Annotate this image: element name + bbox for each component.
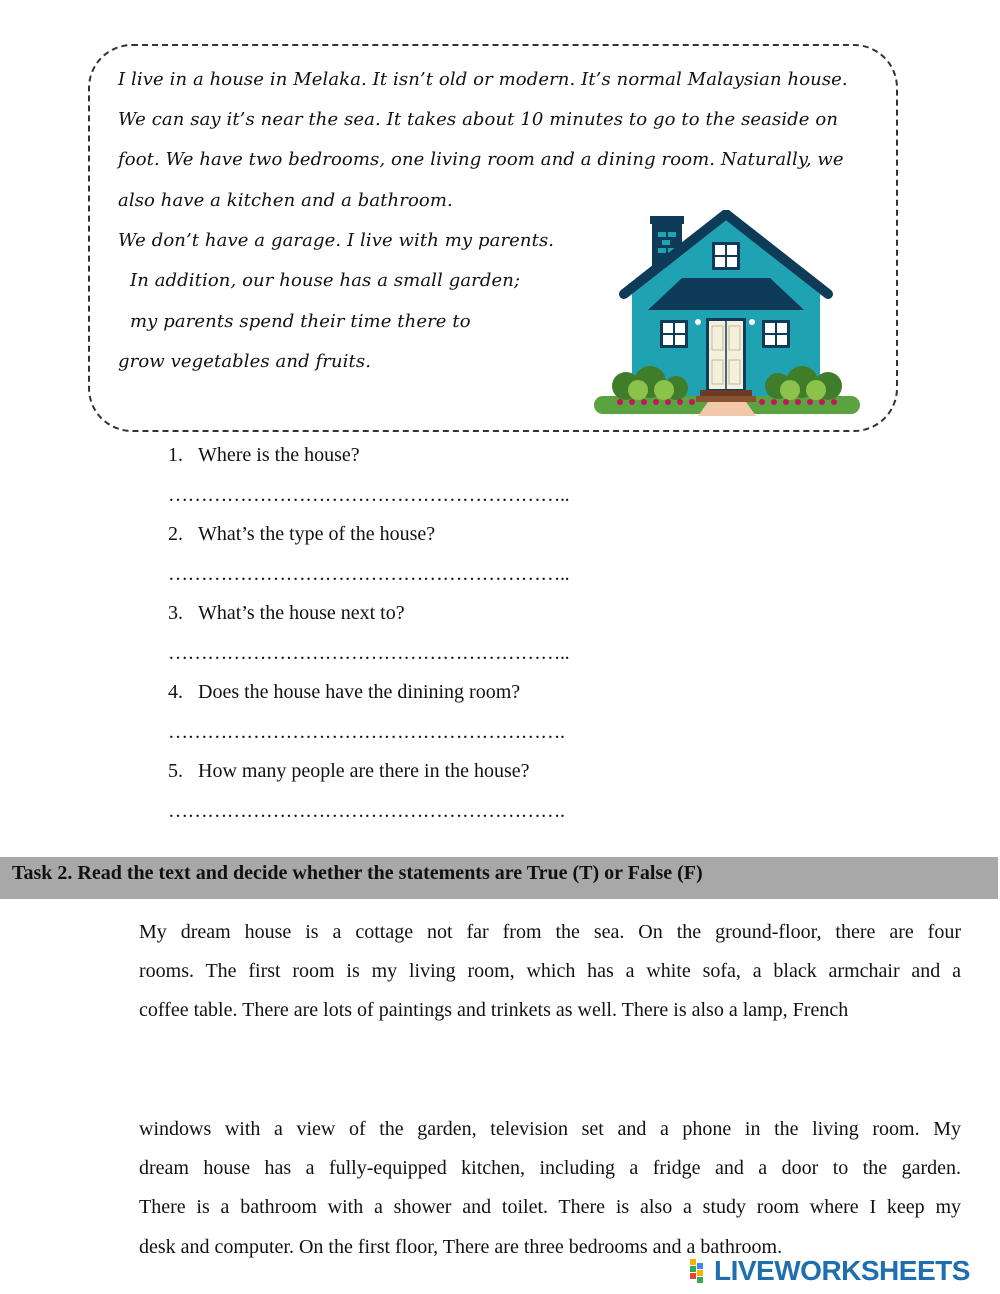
logo-text: LIVEWORKSHEETS (714, 1255, 970, 1286)
question-number: 2. (168, 523, 183, 545)
passage-line: grow vegetables and fruits. (118, 351, 372, 372)
house-illustration (590, 210, 865, 420)
question-number: 5. (168, 760, 183, 782)
question-text: How many people are there in the house? (198, 760, 530, 782)
task2-text-line: dream house has a fully-equipped kitchen, including a fridge and a door to the garden. (139, 1157, 961, 1179)
passage-line: my parents spend their time there to (130, 311, 471, 332)
question-number: 1. (168, 444, 183, 466)
task2-text-line: windows with a view of the garden, television set and a phone in the living room. My (139, 1118, 961, 1140)
question-text: Does the house have the dinining room? (198, 681, 521, 703)
passage-line: In addition, our house has a small garden; (130, 270, 521, 291)
task2-text-line: My dream house is a cottage not far from the sea. On the ground-floor, there are four (139, 921, 961, 943)
question-number: 3. (168, 602, 183, 624)
task2-text-line: desk and computer. On the first floor, There are three bedrooms and a bathroom. (139, 1236, 783, 1258)
liveworksheets-logo-icon (690, 1259, 712, 1283)
question-number: 4. (168, 681, 183, 703)
passage-line: I live in a house in Melaka. It isn’t old or modern. It’s normal Malaysian house. (118, 69, 848, 90)
liveworksheets-logo[interactable] (690, 1256, 970, 1286)
task2-title: Task 2. Read the text and decide whether the statements are True (T) or False (F) (12, 862, 703, 884)
question-text: Where is the house? (198, 444, 360, 466)
task2-text-line: coffee table. There are lots of paintings and trinkets as well. There is also a lamp, French (139, 999, 849, 1021)
answer-line[interactable]: ……………………………………………………. (168, 721, 565, 743)
question-text: What’s the house next to? (198, 602, 405, 624)
passage-line: foot. We have two bedrooms, one living room and a dining room. Naturally, we (118, 149, 844, 170)
answer-line[interactable]: …………………………………………………….. (168, 563, 570, 585)
answer-line[interactable]: …………………………………………………….. (168, 642, 570, 664)
task2-text-line: There is a bathroom with a shower and toilet. There is also a study room where I keep my (139, 1196, 961, 1218)
passage-line: also have a kitchen and a bathroom. (118, 190, 453, 211)
passage-line: We can say it’s near the sea. It takes about 10 minutes to go to the seaside on (118, 109, 839, 130)
task2-text-line: rooms. The first room is my living room, which has a white sofa, a black armchair and a (139, 960, 961, 982)
answer-line[interactable]: …………………………………………………….. (168, 484, 570, 506)
question-text: What’s the type of the house? (198, 523, 436, 545)
passage-line: We don’t have a garage. I live with my parents. (118, 230, 555, 251)
answer-line[interactable]: ……………………………………………………. (168, 800, 565, 822)
